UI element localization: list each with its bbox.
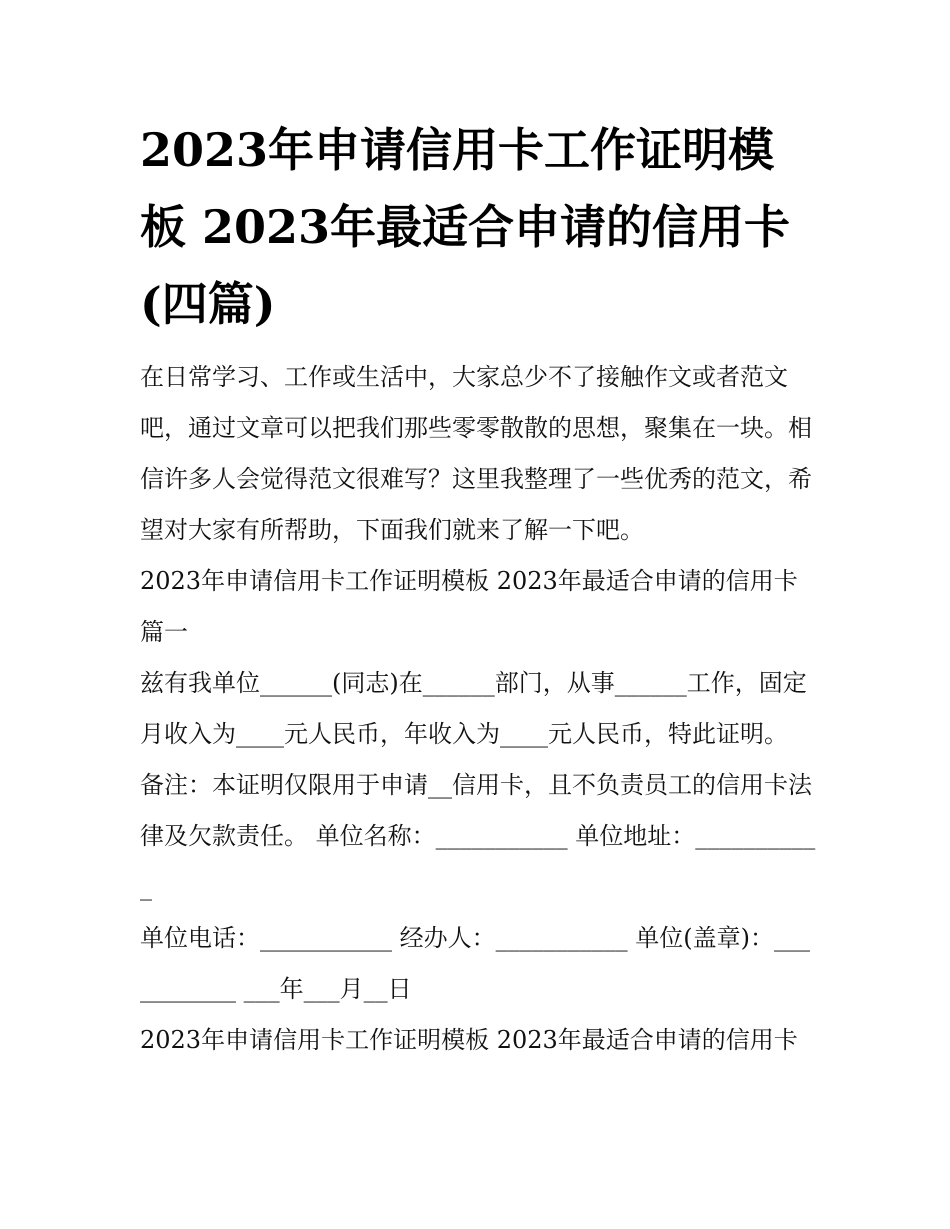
- contact-paragraph: 单位电话：___________ 经办人：___________ 单位(盖章)：___________ ___年___月__日: [140, 924, 810, 1003]
- remark-paragraph: 备注：本证明仅限用于申请__信用卡，且不负责员工的信用卡法律及欠款责任。 单位名称：___________ 单位地址：___________: [140, 771, 816, 901]
- document-title: 2023年申请信用卡工作证明模板 2023年最适合申请的信用卡(四篇): [140, 123, 791, 331]
- certificate-paragraph: 兹有我单位______(同志)在______部门，从事______工作，固定月收入为____元人民币，年收入为____元人民币，特此证明。: [140, 669, 807, 748]
- intro-paragraph: 在日常学习、工作或生活中，大家总少不了接触作文或者范文吧，通过文章可以把我们那些零零散散的思想，聚集在一块。相信许多人会觉得范文很难写？这里我整理了一些优秀的范文，希望对大家有所帮助，下面我们就来了解一下吧。: [140, 363, 812, 544]
- section-heading-2: 2023年申请信用卡工作证明模板 2023年最适合申请的信用卡: [140, 1026, 798, 1054]
- section-heading-1: 2023年申请信用卡工作证明模板 2023年最适合申请的信用卡篇一: [140, 567, 798, 646]
- document-body: [140, 352, 820, 1066]
